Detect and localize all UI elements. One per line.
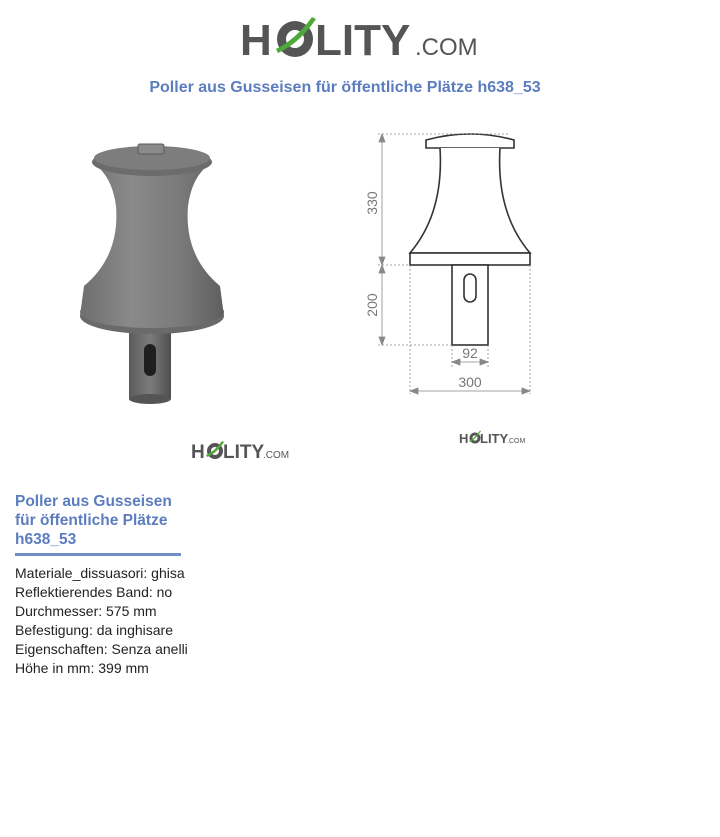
- svg-text:H: H: [459, 431, 469, 446]
- spec-item-material: Materiale_dissuasori: ghisa: [15, 565, 185, 581]
- svg-text:LITY: LITY: [480, 431, 509, 446]
- dimension-200: 200: [364, 293, 380, 317]
- logo-o-swoosh-icon: [276, 17, 316, 57]
- description-divider: [15, 553, 181, 556]
- holity-logo-small-icon: [191, 440, 291, 462]
- logo-suffix: .COM: [415, 34, 478, 61]
- description-title: Poller aus Gusseisen für öffentliche Plätze h638_53: [15, 493, 172, 548]
- bollard-photo: [72, 136, 232, 406]
- holity-logo-icon[interactable]: [240, 13, 482, 65]
- spec-item-height: Höhe in mm: 399 mm: [15, 660, 149, 676]
- spec-item-diameter: Durchmesser: 575 mm: [15, 603, 157, 619]
- svg-text:.COM: .COM: [507, 438, 525, 445]
- bollard-technical-drawing: [360, 128, 540, 403]
- logo-letters-lity: LITY: [315, 16, 411, 65]
- logo-letter-h: H: [240, 16, 272, 65]
- svg-text:.COM: .COM: [263, 450, 290, 461]
- spec-item-reflective-band: Reflektierendes Band: no: [15, 584, 173, 600]
- holity-logo-tiny-icon: [459, 430, 525, 446]
- page-title: Poller aus Gusseisen für öffentliche Plätze h638_53: [149, 79, 541, 96]
- spec-item-features: Eigenschaften: Senza anelli: [15, 641, 188, 657]
- dimension-330: 330: [364, 191, 380, 215]
- dimension-92: 92: [462, 345, 478, 361]
- dimension-300: 300: [458, 374, 482, 390]
- spec-list: [15, 564, 315, 678]
- svg-text:LITY: LITY: [223, 442, 265, 462]
- spec-item-fixing: Befestigung: da inghisare: [15, 622, 173, 638]
- svg-text:H: H: [191, 442, 205, 462]
